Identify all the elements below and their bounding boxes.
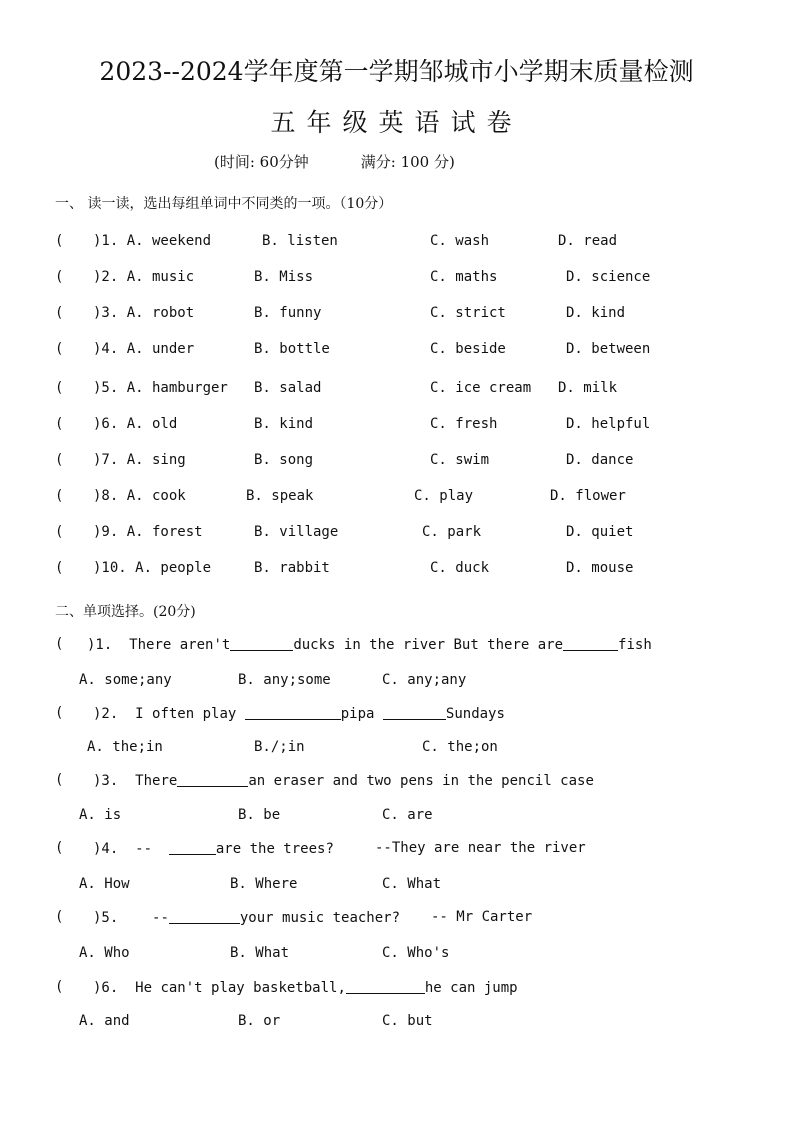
option-c: C. are [382,807,433,823]
option-d: D. milk [558,380,618,396]
option-b: B. listen [262,233,338,249]
option-c: C. wash [430,233,490,249]
question-number: )6. A. old [93,416,178,432]
option-d: D. mouse [566,560,634,576]
question-line: )4. -- are the trees? [93,841,334,857]
option-b: B. bottle [254,341,330,357]
exam-title: 2023--2024学年度第一学期邹城市小学期末质量检测 [99,57,694,86]
option-d: D. helpful [566,416,651,432]
answer-blank[interactable] [563,636,618,651]
option-d: D. flower [550,488,626,504]
option-a: A. some;any [79,672,172,688]
question-number: )5. [93,910,119,926]
option-c: C. ice cream [430,380,532,396]
answer-text: -- Mr Carter [431,909,533,925]
option-b: B. What [230,945,290,961]
option-c: C. beside [430,341,506,357]
option-c: C. duck [430,560,490,576]
question-number: )4. [93,841,119,857]
full-score: 满分: 100 分) [360,153,455,171]
option-a: A. and [79,1013,130,1029]
answer-paren: ( [55,909,64,925]
question-line: )2. I often play pipa Sundays [93,706,505,722]
question-number: )3. A. robot [93,305,195,321]
question-number: )9. A. forest [93,524,203,540]
answer-paren: ( [55,380,64,396]
option-d: D. quiet [566,524,634,540]
option-c: C. fresh [430,416,498,432]
option-c: C. play [414,488,474,504]
question-line: )1. There aren't ducks in the river But there are fish [87,637,652,653]
question-number: )7. A. sing [93,452,186,468]
question-number: )6. [93,980,119,996]
answer-blank[interactable] [177,772,248,787]
option-b: B./;in [254,739,305,755]
answer-paren: ( [55,840,64,856]
answer-paren: ( [55,341,64,357]
answer-paren: ( [55,524,64,540]
answer-paren: ( [55,560,64,576]
time-limit: (时间: 60分钟 [214,153,309,171]
question-line: )3. There an eraser and two pens in the pencil case [93,773,594,789]
question-number: )2. [93,706,119,722]
answer-paren: ( [55,452,64,468]
answer-blank[interactable] [245,705,341,720]
option-b: B. any;some [238,672,331,688]
option-b: B. song [254,452,314,468]
option-c: C. but [382,1013,433,1029]
question-number: )1. [87,637,113,653]
question-number: )5. A. hamburger [93,380,228,396]
option-b: B. Miss [254,269,314,285]
answer-paren: ( [55,416,64,432]
option-c: C. maths [430,269,498,285]
question-number: )8. A. cook [93,488,186,504]
answer-paren: ( [55,705,64,721]
answer-paren: ( [55,979,64,995]
answer-blank[interactable] [169,909,240,924]
answer-blank[interactable] [346,979,425,994]
answer-paren: ( [55,488,64,504]
option-b: B. Where [230,876,298,892]
option-c: C. park [422,524,482,540]
answer-blank[interactable] [383,705,446,720]
question-number: )10. A. people [93,560,212,576]
answer-blank[interactable] [230,636,293,651]
question-number: )2. A. music [93,269,195,285]
option-a: A. the;in [87,739,163,755]
option-b: B. rabbit [254,560,330,576]
option-b: B. funny [254,305,322,321]
question-line: )6. He can't play basketball, he can jump [93,980,518,996]
option-b: B. speak [246,488,314,504]
option-b: B. or [238,1013,281,1029]
option-c: C. any;any [382,672,467,688]
answer-paren: ( [55,233,64,249]
answer-text: --They are near the river [375,840,586,856]
option-d: D. kind [566,305,626,321]
option-c: C. What [382,876,442,892]
answer-blank[interactable] [169,840,216,855]
question-line: )5. -- your music teacher? [93,910,401,926]
option-c: C. Who's [382,945,450,961]
option-d: D. dance [566,452,634,468]
answer-paren: ( [55,636,64,652]
answer-paren: ( [55,269,64,285]
option-a: A. How [79,876,130,892]
option-b: B. kind [254,416,314,432]
option-c: C. strict [430,305,506,321]
section2-title: 二、单项选择。(20分) [55,604,196,620]
option-a: A. is [79,807,122,823]
option-d: D. read [558,233,618,249]
option-b: B. village [254,524,339,540]
exam-meta [214,151,455,172]
option-a: A. Who [79,945,130,961]
exam-subtitle: 五年级英语试卷 [270,108,523,137]
option-d: D. science [566,269,651,285]
section1-title: 一、 读一读，选出每组单词中不同类的一项。（10分） [55,196,393,212]
option-b: B. be [238,807,281,823]
question-number: )4. A. under [93,341,195,357]
answer-paren: ( [55,772,64,788]
question-number: )3. [93,773,119,789]
option-b: B. salad [254,380,322,396]
question-number: )1. A. weekend [93,233,212,249]
option-d: D. between [566,341,651,357]
option-c: C. the;on [422,739,498,755]
option-c: C. swim [430,452,490,468]
answer-paren: ( [55,305,64,321]
